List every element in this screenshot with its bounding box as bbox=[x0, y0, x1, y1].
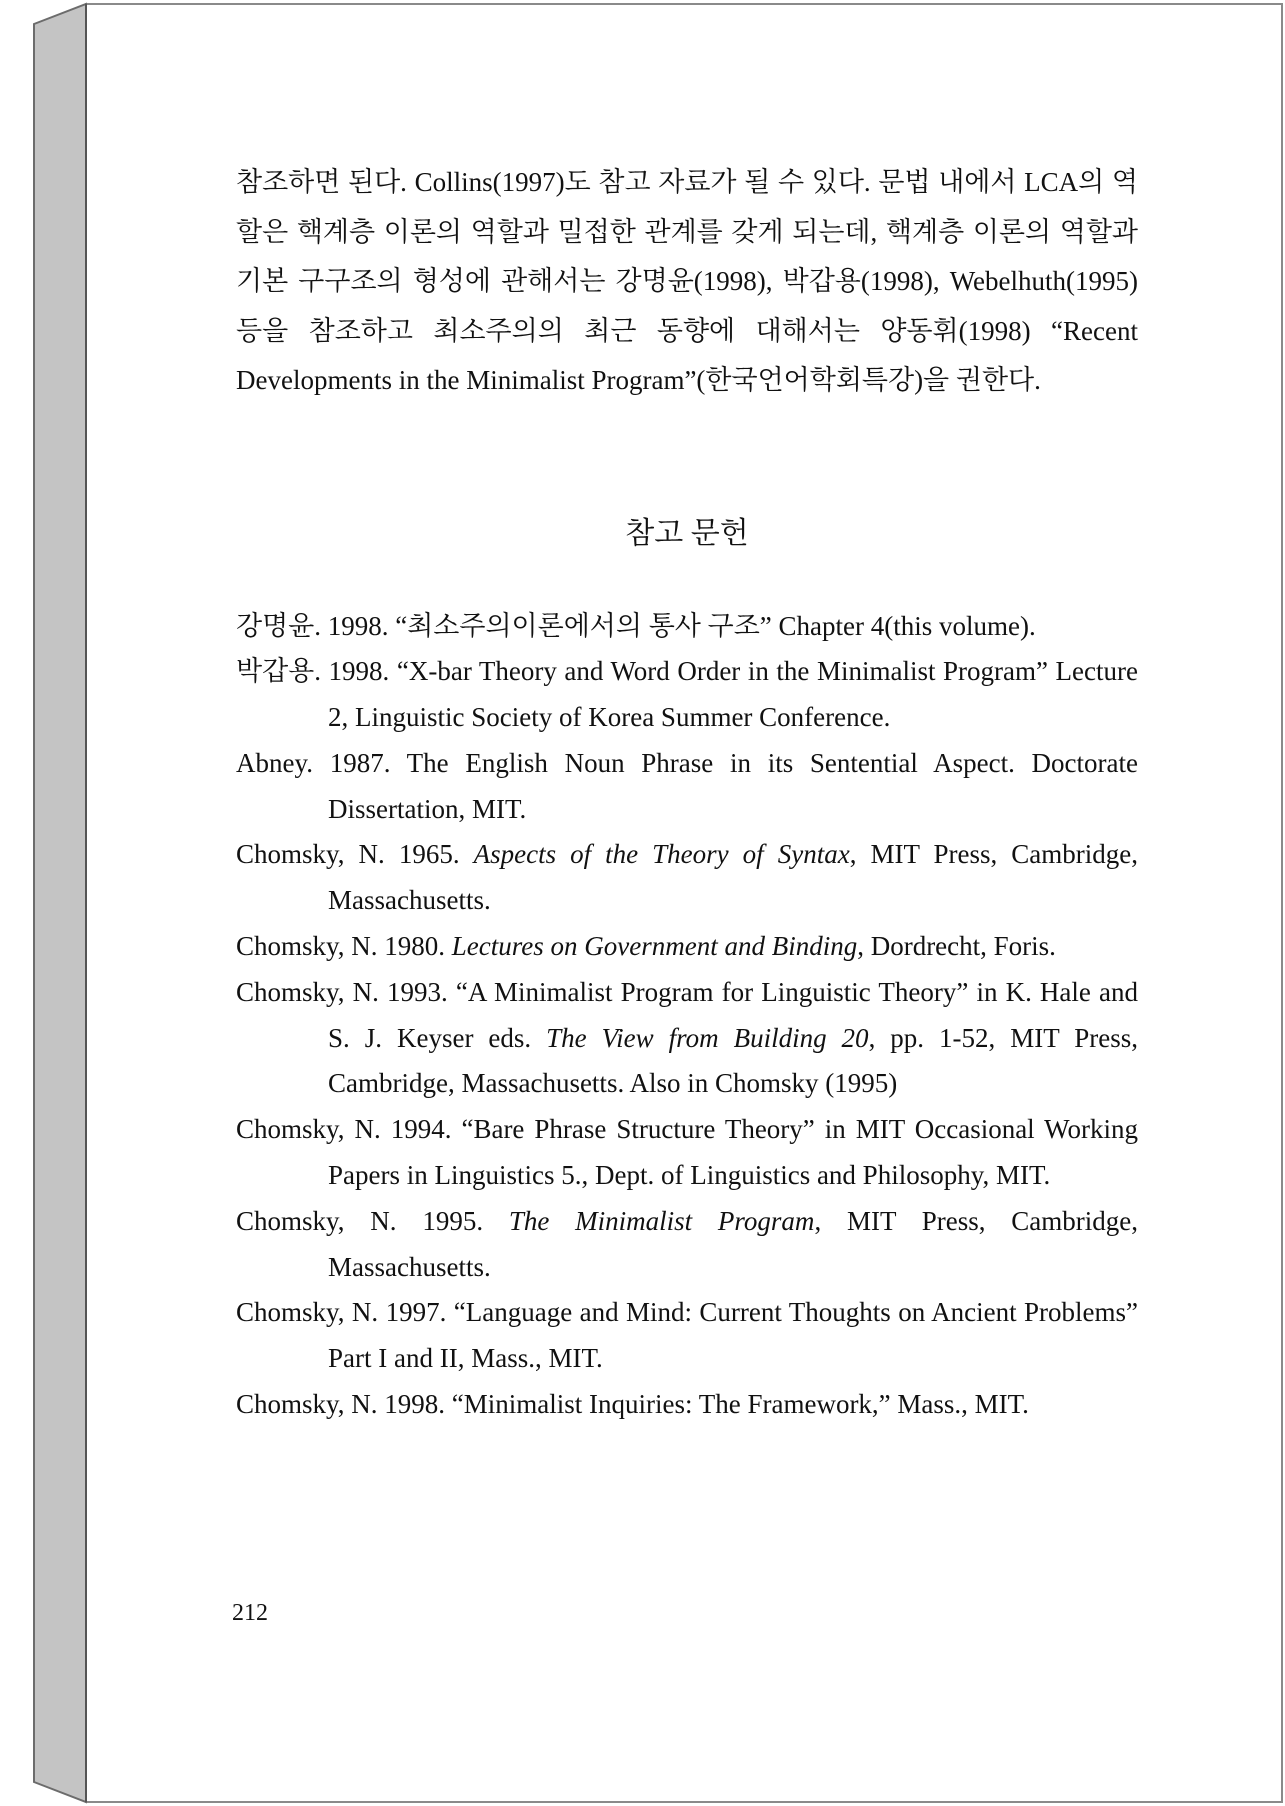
book-spine bbox=[34, 4, 86, 1802]
reference-item: Chomsky, N. 1980. Lectures on Government and Binding, Dordrecht, Foris. bbox=[236, 931, 1056, 962]
reference-title: Aspects of the Theory of Syntax bbox=[473, 839, 850, 870]
reference-item: Chomsky, N. 1993. “A Minimalist Program for Linguistic Theory” in K. Hale and S. J. Keyser eds. The View from Building 20, pp. 1-52, MIT Press, Cambridge, Massachusetts. Also in Chomsky (1995) bbox=[236, 976, 1138, 1099]
page-content bbox=[236, 158, 1138, 1428]
reference-item: Chomsky, N. 1997. “Language and Mind: Current Thoughts on Ancient Problems” Part I and II, Mass., MIT. bbox=[236, 1297, 1138, 1374]
reference-item: Chomsky, N. 1995. The Minimalist Program, MIT Press, Cambridge, Massachusetts. bbox=[236, 1205, 1139, 1282]
reference-item: 강명윤. 1998. “최소주의이론에서의 통사 구조” Chapter 4(this volume). bbox=[236, 610, 1036, 641]
reference-item: Chomsky, N. 1965. Aspects of the Theory of Syntax, MIT Press, Cambridge, Massachusetts. bbox=[236, 839, 1139, 916]
reference-item: 박갑용. 1998. “X-bar Theory and Word Order in the Minimalist Program” Lecture 2, Linguistic Society of Korea Summer Conference. bbox=[236, 656, 1138, 733]
reference-item: Abney. 1987. The English Noun Phrase in its Sentential Aspect. Doctorate Dissertation, MIT. bbox=[236, 747, 1138, 824]
reference-item: Chomsky, N. 1994. “Bare Phrase Structure Theory” in MIT Occasional Working Papers in Linguistics 5., Dept. of Linguistics and Philosophy, MIT. bbox=[236, 1114, 1138, 1191]
reference-title: The Minimalist Program bbox=[508, 1205, 815, 1236]
body-paragraph: 참조하면 된다. Collins(1997)도 참고 자료가 될 수 있다. 문법 내에서 LCA의 역할은 핵계층 이론의 역할과 밀접한 관계를 갖게 되는데, 핵계층 이론의 역할과 기본 구구조의 형성에 관해서는 강명윤(1998), 박갑용(1998), Webelhuth(1995) 등을 참조하고 최소주의의 최근 동향에 대해서는 양동휘(1998) “Recent Developments in the Minimalist Program”(한국언어학회특강)을 권한다. bbox=[236, 167, 1138, 395]
reference-title: Lectures on Government and Binding bbox=[451, 931, 858, 962]
reference-title: The View from Building 20 bbox=[546, 1022, 869, 1053]
reference-list bbox=[236, 604, 1138, 1428]
page-number: 212 bbox=[232, 1600, 268, 1626]
section-heading: 참고 문헌 bbox=[625, 516, 749, 550]
reference-item: Chomsky, N. 1998. “Minimalist Inquiries: The Framework,” Mass., MIT. bbox=[236, 1389, 1029, 1420]
